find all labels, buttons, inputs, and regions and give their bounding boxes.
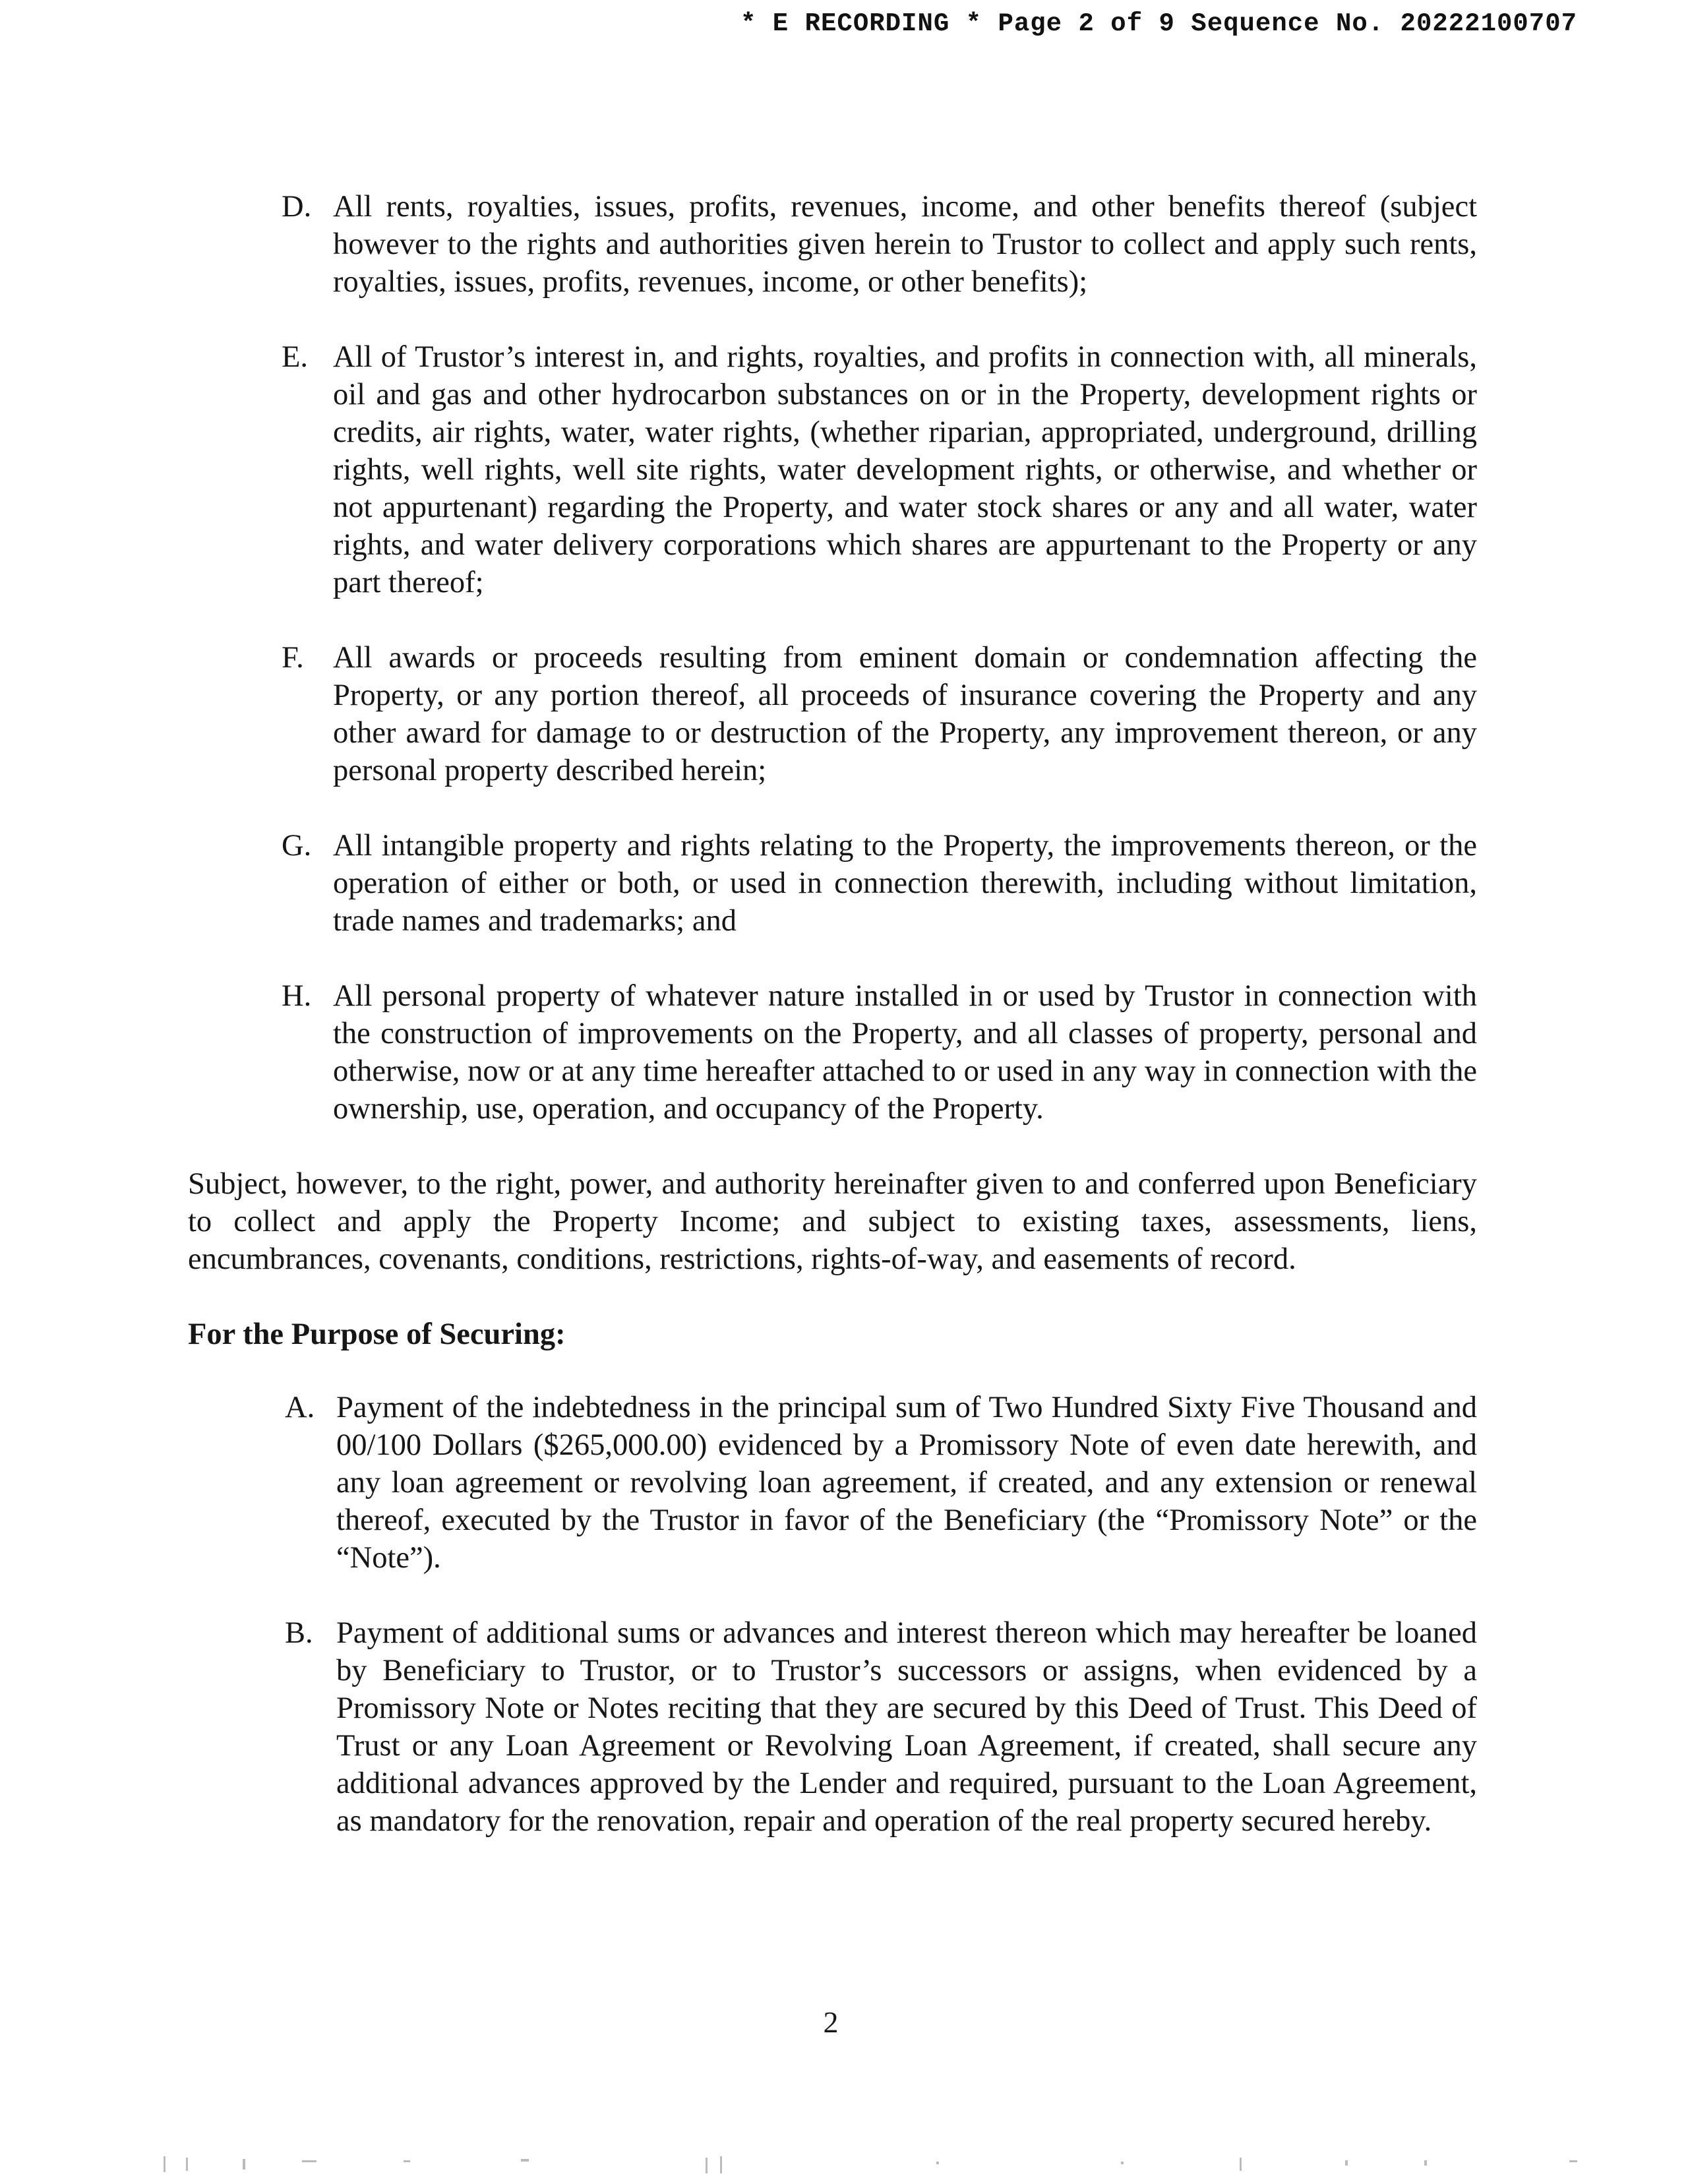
list-item-label: A. bbox=[285, 1391, 315, 1424]
list-item-f bbox=[188, 639, 1477, 789]
list-item-h bbox=[188, 977, 1477, 1128]
list-item-label: H. bbox=[282, 979, 312, 1013]
list-item-text: All personal property of whatever nature installed in or used by Trustor in connection with the construction of improvements on the Property, and all classes of property, personal and otherwise, now or at any time hereafter attached to or used in any way in connection with the ownership, use, operation, and occupancy of the Property. bbox=[333, 979, 1477, 1126]
list-item-label: F. bbox=[282, 641, 304, 675]
list-item-text: Payment of the indebtedness in the principal sum of Two Hundred Sixty Five Thousand and 00/100 Dollars ($265,000.00) evidenced by a Promissory Note of even date herewith, and any loan agreement or revolving loan agreement, if created, and any extension or renewal thereof, executed by the Trustor in favor of the Beneficiary (the “Promissory Note” or the “Note”). bbox=[336, 1391, 1477, 1575]
document-body bbox=[188, 188, 1477, 1877]
list-item-label: D. bbox=[282, 190, 312, 224]
property-items-list bbox=[188, 188, 1477, 1128]
scan-artifacts bbox=[158, 2155, 1609, 2175]
list-item-text: All awards or proceeds resulting from eminent domain or condemnation affecting the Property, or any portion thereof, all proceeds of insurance covering the Property and any other award for damage to or destruction of the Property, any improvement thereon, or any personal property described herein; bbox=[333, 641, 1477, 787]
purpose-heading: For the Purpose of Securing: bbox=[188, 1318, 566, 1351]
list-item-d bbox=[188, 188, 1477, 301]
list-item-text: Payment of additional sums or advances and interest thereon which may hereafter be loaned by Beneficiary to Trustor, or to Trustor’s successors or assigns, when evidenced by a Promissory Note or Notes reciting that they are secured by this Deed of Trust. This Deed of Trust or any Loan Agreement or Revolving Loan Agreement, if created, shall secure any additional advances approved by the Lender and required, pursuant to the Loan Agreement, as mandatory for the renovation, repair and operation of the real property secured hereby. bbox=[336, 1616, 1477, 1838]
list-item-label: B. bbox=[285, 1616, 313, 1650]
purpose-items-list bbox=[188, 1389, 1477, 1840]
subject-paragraph: Subject, however, to the right, power, and authority hereinafter given to and conferred upon Beneficiary to collect and apply the Property Income; and subject to existing taxes, assessments, liens, encumbrances, covenants, conditions, restrictions, rights-of-way, and easements of record. bbox=[188, 1167, 1477, 1276]
list-item-e bbox=[188, 338, 1477, 601]
recording-stamp: * E RECORDING * Page 2 of 9 Sequence No. 20222100707 bbox=[740, 9, 1577, 38]
page-number: 2 bbox=[823, 2005, 839, 2039]
list-item-text: All rents, royalties, issues, profits, revenues, income, and other benefits thereof (subject however to the rights and authorities given herein to Trustor to collect and apply such rents, royalties, issues, profits, revenues, income, or other benefits); bbox=[333, 190, 1477, 299]
list-item-text: All of Trustor’s interest in, and rights, royalties, and profits in connection with, all minerals, oil and gas and other hydrocarbon substances on or in the Property, development rights or credits, air rights, water, water rights, (whether riparian, appropriated, underground, drilling rights, well rights, well site rights, water development rights, or otherwise, and whether or not appurtenant) regarding the Property, and water stock shares or any and all water, water rights, and water delivery corporations which shares are appurtenant to the Property or any part thereof; bbox=[333, 340, 1477, 599]
list-item-text: All intangible property and rights relating to the Property, the improvements thereon, or the operation of either or both, or used in connection therewith, including without limitation, trade names and trademarks; and bbox=[333, 829, 1477, 938]
list-item-b bbox=[188, 1614, 1477, 1840]
list-item-a bbox=[188, 1389, 1477, 1577]
list-item-label: E. bbox=[282, 340, 309, 374]
list-item-g bbox=[188, 827, 1477, 940]
list-item-label: G. bbox=[282, 829, 312, 863]
